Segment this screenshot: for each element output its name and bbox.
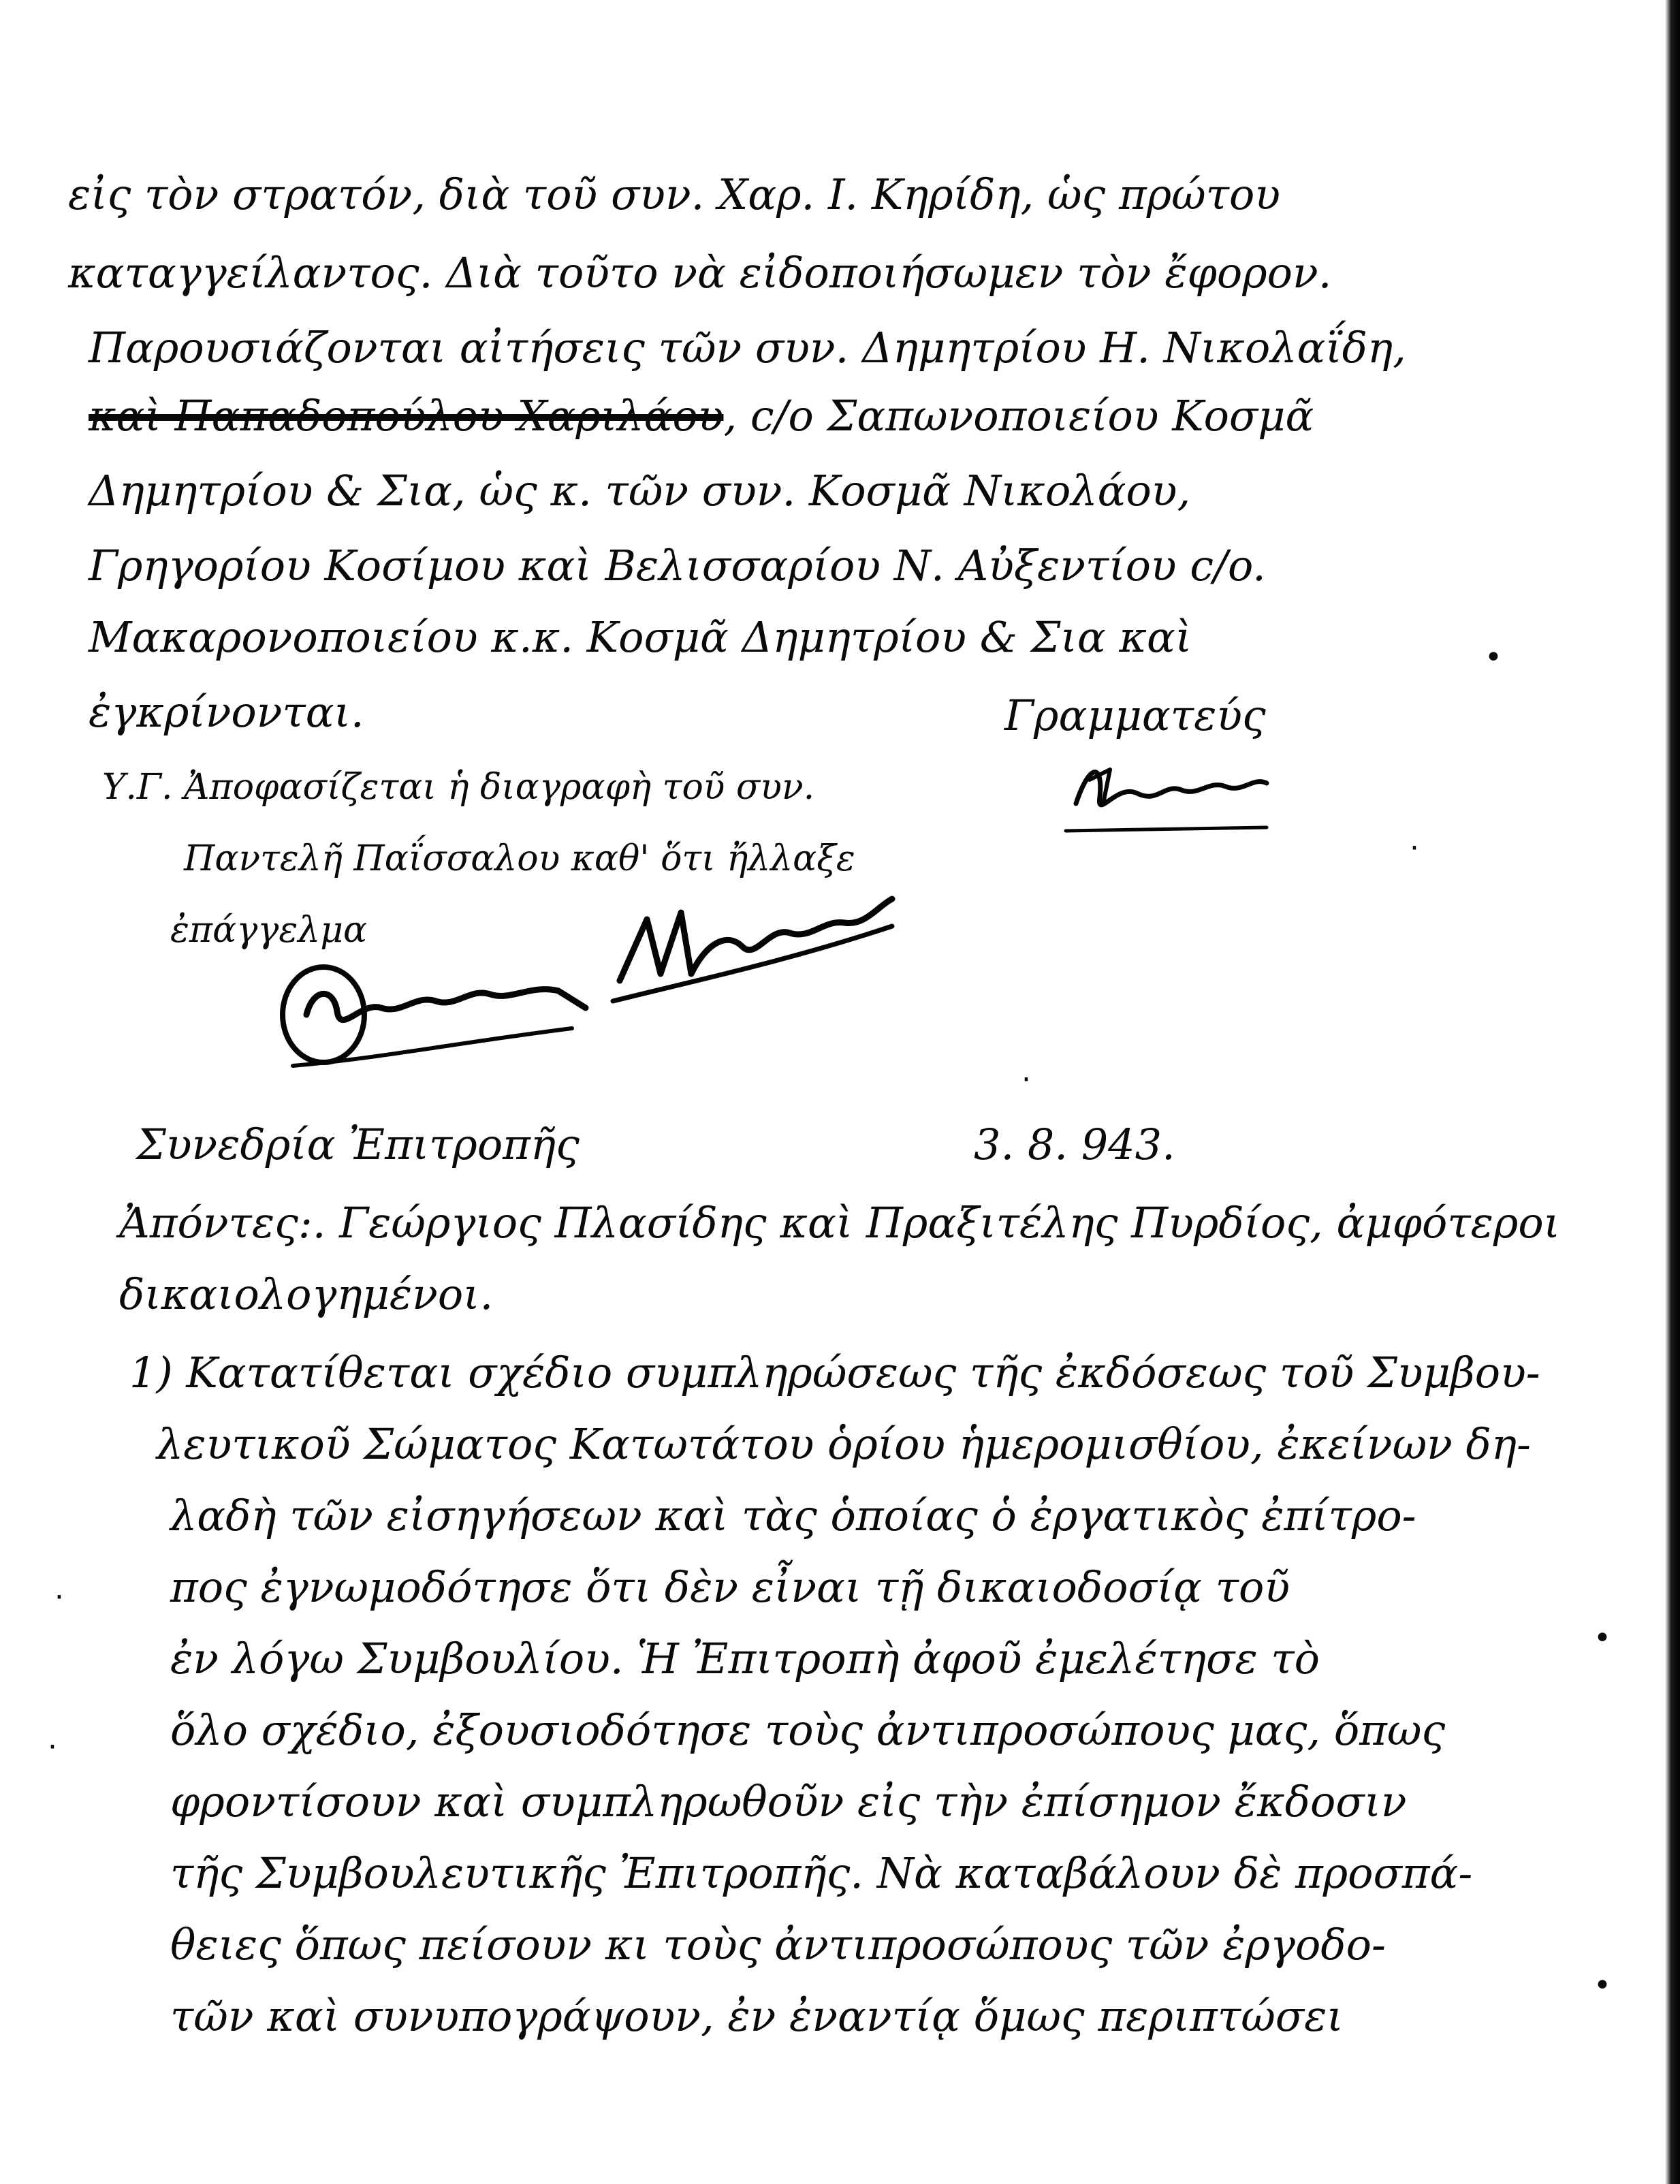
postscript-line: ἐπάγγελμα [170,910,368,951]
text-line: τῆς Συμβουλευτικῆς Ἐπιτροπῆς. Νὰ καταβάλουν δὲ προσπά- [170,1848,1473,1898]
text-line: θειες ὅπως πείσουν κι τοὺς ἀντιπροσώπους τῶν ἐργοδο- [170,1920,1386,1969]
text-line: 1) Κατατίθεται σχέδιο συμπληρώσεως τῆς ἐκδόσεως τοῦ Συμβου- [129,1348,1540,1397]
scan-speck: · [48,1730,57,1764]
signature-icon [272,947,599,1086]
scan-edge [1665,0,1680,2184]
signature-icon [1062,756,1294,840]
text-line: πος ἐγνωμοδότησε ὅτι δὲν εἶναι τῇ δικαιοδοσίᾳ τοῦ [170,1562,1290,1612]
text-line: Παρουσιάζονται αἰτήσεις τῶν συν. Δημητρίου Η. Νικολαΐδη, [89,323,1406,373]
scan-speck: • [1485,640,1502,675]
scan-speck: • [1594,1968,1611,2003]
text-line: δικαιολογημένοι. [119,1269,494,1319]
text-line: Μακαρονοποιείου κ.κ. Κοσμᾶ Δημητρίου & Σια καὶ [89,612,1192,662]
text-line: Δημητρίου & Σια, ὡς κ. τῶν συν. Κοσμᾶ Νικολάου, [89,466,1191,516]
text-line: καταγγείλαντος. Διὰ τοῦτο νὰ εἰδοποιήσωμεν τὸν ἔφορον. [68,248,1332,298]
text-line: Γρηγορίου Κοσίμου καὶ Βελισσαρίου Ν. Αὐξεντίου c/o. [89,541,1266,590]
scan-speck: · [1021,1062,1031,1097]
session-date: 3. 8. 943. [974,1120,1175,1169]
scan-speck: • [1594,1621,1611,1656]
scan-speck: · [1410,831,1419,866]
text-line: ἐν λόγω Συμβουλίου. Ἡ Ἐπιτροπὴ ἀφοῦ ἐμελέτησε τὸ [170,1634,1320,1683]
text-line: λευτικοῦ Σώματος Κατωτάτου ὁρίου ἡμερομισθίου, ἐκείνων δη- [157,1419,1531,1469]
session-heading: Συνεδρία Ἐπιτροπῆς [136,1120,580,1169]
text-line [89,391,1314,441]
signature-icon [606,879,906,1017]
text-line: λαδὴ τῶν εἰσηγήσεων καὶ τὰς ὁποίας ὁ ἐργατικὸς ἐπίτρο- [170,1491,1416,1540]
postscript-line: Παντελῆ Παΐσσαλου καθ' ὅτι ἤλλαξε [184,838,855,879]
secretary-label: Γραμματεύς [1004,691,1266,740]
text-line: εἰς τὸν στρατόν, διὰ τοῦ συν. Χαρ. Ι. Κηρίδη, ὡς πρώτου [68,170,1281,219]
scan-speck: · [54,1580,64,1615]
text-line: ὅλο σχέδιο, ἐξουσιοδότησε τοὺς ἀντιπροσώπους μας, ὅπως [170,1705,1446,1755]
text-span: , c/o Σαπωνοποιείου Κοσμᾶ [723,391,1314,441]
struck-text: καὶ Παπαδοπούλου Χαριλάου [89,391,724,441]
text-line: τῶν καὶ συνυπογράψουν, ἐν ἐναντίᾳ ὅμως περιπτώσει [170,1991,1344,2041]
text-line: φροντίσουν καὶ συμπληρωθοῦν εἰς τὴν ἐπίσημον ἔκδοσιν [170,1777,1407,1826]
text-line: ἐγκρίνονται. [89,687,364,737]
postscript-line: Υ.Γ. Ἀποφασίζεται ἡ διαγραφὴ τοῦ συν. [102,767,815,808]
text-line: Ἀπόντες:. Γεώργιος Πλασίδης καὶ Πραξιτέλης Πυρδίος, ἀμφότεροι [119,1198,1561,1248]
